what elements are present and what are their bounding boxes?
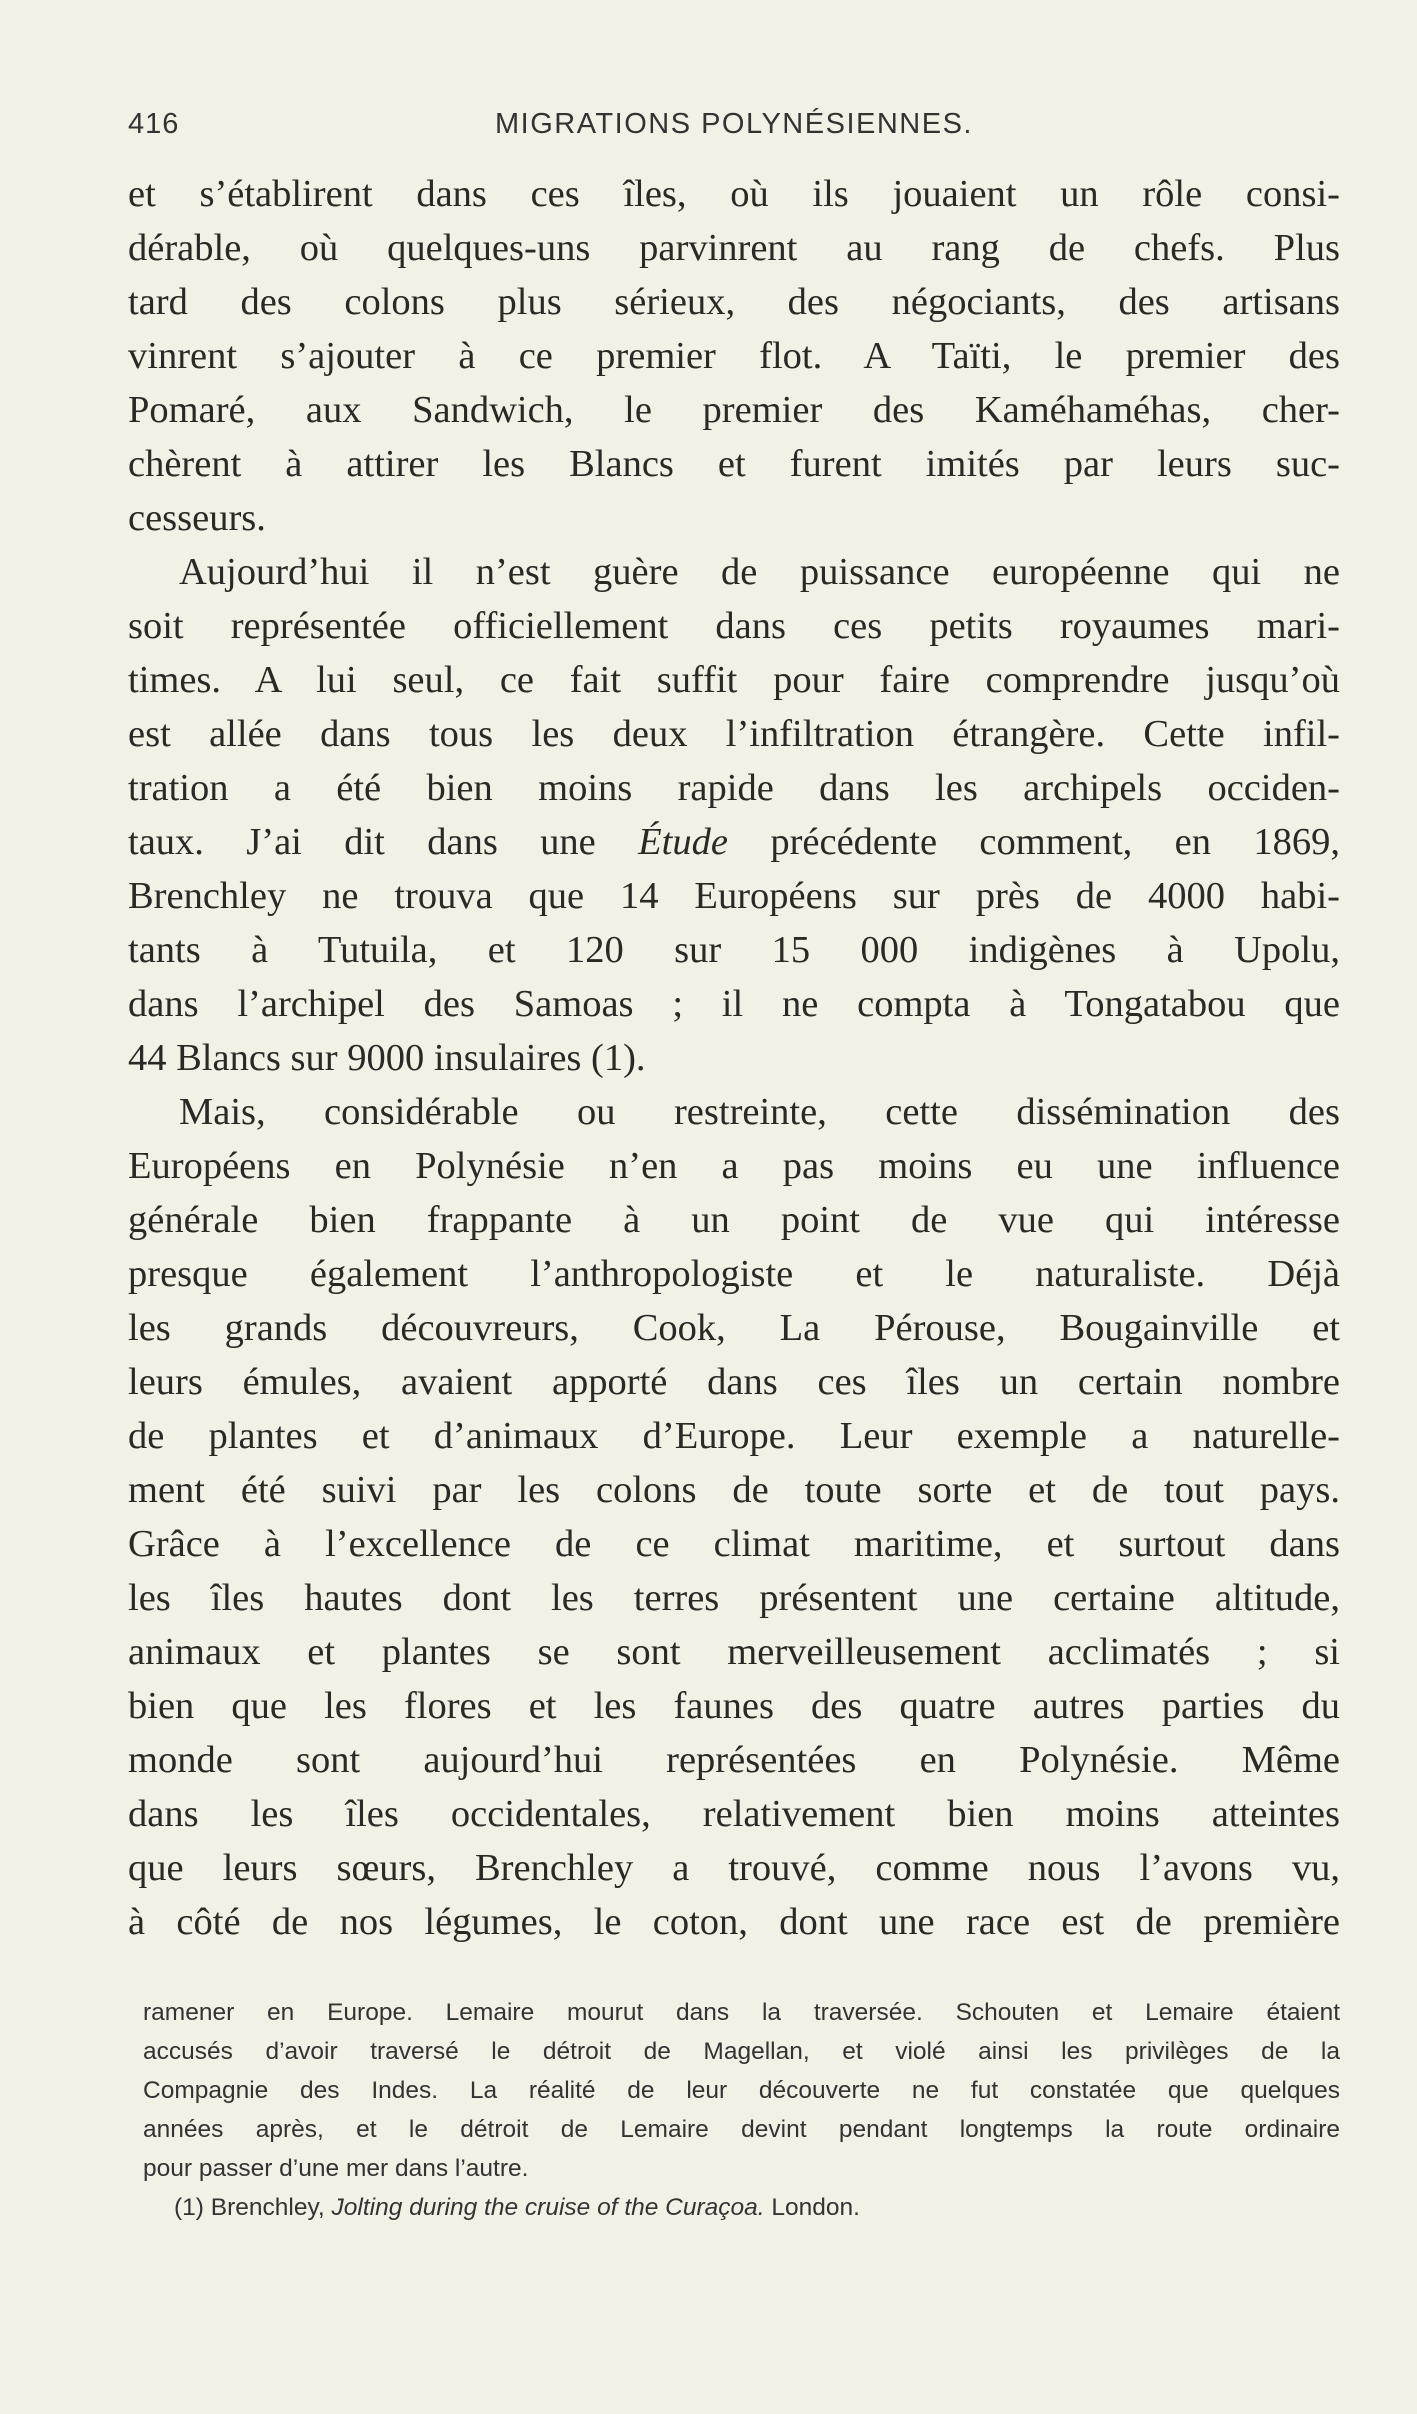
text-line: les grands découvreurs, Cook, La Pérouse, Bougainville et bbox=[128, 1307, 1340, 1349]
text-line: soit représentée officiellement dans ces petits royaumes mari- bbox=[128, 605, 1340, 647]
text-line: Aujourd’hui il n’est guère de puissance européenne qui ne bbox=[179, 551, 1340, 593]
text-segment: taux. J’ai dit dans une bbox=[128, 821, 596, 863]
running-header bbox=[128, 108, 1340, 158]
text-line: tants à Tutuila, et 120 sur 15 000 indigènes à Upolu, bbox=[128, 929, 1340, 971]
text-line: monde sont aujourd’hui représentées en Polynésie. Même bbox=[128, 1739, 1340, 1781]
text-line: dans l’archipel des Samoas ; il ne compta à Tongatabou que bbox=[128, 983, 1340, 1025]
running-title: MIGRATIONS POLYNÉSIENNES. bbox=[495, 108, 973, 140]
footnote-line: pour passer d’une mer dans l’autre. bbox=[143, 2155, 529, 2182]
text-line: dans les îles occidentales, relativement bien moins atteintes bbox=[128, 1793, 1340, 1835]
text-segment: précédente comment, en 1869, bbox=[770, 821, 1341, 863]
text-line: chèrent à attirer les Blancs et furent imités par leurs suc- bbox=[128, 443, 1340, 485]
text-line: et s’établirent dans ces îles, où ils jouaient un rôle consi- bbox=[128, 173, 1340, 215]
text-line: cesseurs. bbox=[128, 497, 266, 539]
footnote-line: ramener en Europe. Lemaire mourut dans la traversée. Schouten et Lemaire étaient bbox=[143, 1999, 1340, 2026]
footnote-line: accusés d’avoir traversé le détroit de Magellan, et violé ainsi les privilèges de la bbox=[143, 2038, 1340, 2065]
footnote-line: années après, et le détroit de Lemaire devint pendant longtemps la route ordinaire bbox=[143, 2116, 1340, 2143]
text-line: leurs émules, avaient apporté dans ces îles un certain nombre bbox=[128, 1361, 1340, 1403]
text-line: Pomaré, aux Sandwich, le premier des Kaméhaméhas, cher- bbox=[128, 389, 1340, 431]
body-text bbox=[128, 167, 1340, 1949]
text-line: de plantes et d’animaux d’Europe. Leur exemple a naturelle- bbox=[128, 1415, 1340, 1457]
text-line: est allée dans tous les deux l’infiltration étrangère. Cette infil- bbox=[128, 713, 1340, 755]
page-number: 416 bbox=[128, 108, 180, 140]
text-line: ment été suivi par les colons de toute sorte et de tout pays. bbox=[128, 1469, 1340, 1511]
text-line: vinrent s’ajouter à ce premier flot. A Taïti, le premier des bbox=[128, 335, 1340, 377]
text-line: Brenchley ne trouva que 14 Européens sur près de 4000 habi- bbox=[128, 875, 1340, 917]
text-line: bien que les flores et les faunes des quatre autres parties du bbox=[128, 1685, 1340, 1727]
text-line: Européens en Polynésie n’en a pas moins eu une influence bbox=[128, 1145, 1340, 1187]
text-line: que leurs sœurs, Brenchley a trouvé, comme nous l’avons vu, bbox=[128, 1847, 1340, 1889]
text-line: 44 Blancs sur 9000 insulaires (1). bbox=[128, 1037, 646, 1079]
text-line: times. A lui seul, ce fait suffit pour faire comprendre jusqu’où bbox=[128, 659, 1340, 701]
footnote-title: Jolting during the cruise of the Curaçoa. bbox=[331, 2194, 765, 2221]
text-line: à côté de nos légumes, le coton, dont une race est de première bbox=[128, 1901, 1340, 1943]
text-line: tration a été bien moins rapide dans les archipels occiden- bbox=[128, 767, 1340, 809]
footnote-1 bbox=[143, 2188, 1340, 2227]
text-line: les îles hautes dont les terres présentent une certaine altitude, bbox=[128, 1577, 1340, 1619]
text-line: presque également l’anthropologiste et le naturaliste. Déjà bbox=[128, 1253, 1340, 1295]
footnote-line: Compagnie des Indes. La réalité de leur découverte ne fut constatée que quelques bbox=[143, 2077, 1340, 2104]
text-line: tard des colons plus sérieux, des négociants, des artisans bbox=[128, 281, 1340, 323]
text-line bbox=[128, 815, 1340, 869]
footnote-marker: (1) bbox=[174, 2194, 204, 2221]
text-line: générale bien frappante à un point de vue qui intéresse bbox=[128, 1199, 1340, 1241]
text-line: Grâce à l’excellence de ce climat maritime, et surtout dans bbox=[128, 1523, 1340, 1565]
text-line: Mais, considérable ou restreinte, cette dissémination des bbox=[179, 1091, 1340, 1133]
footnote-author: Brenchley, bbox=[210, 2194, 325, 2221]
text-line: dérable, où quelques-uns parvinrent au rang de chefs. Plus bbox=[128, 227, 1340, 269]
italic-word: Étude bbox=[638, 821, 728, 863]
footnote-place: London. bbox=[771, 2194, 860, 2221]
footnotes bbox=[143, 1993, 1340, 2227]
text-line: animaux et plantes se sont merveilleusement acclimatés ; si bbox=[128, 1631, 1340, 1673]
